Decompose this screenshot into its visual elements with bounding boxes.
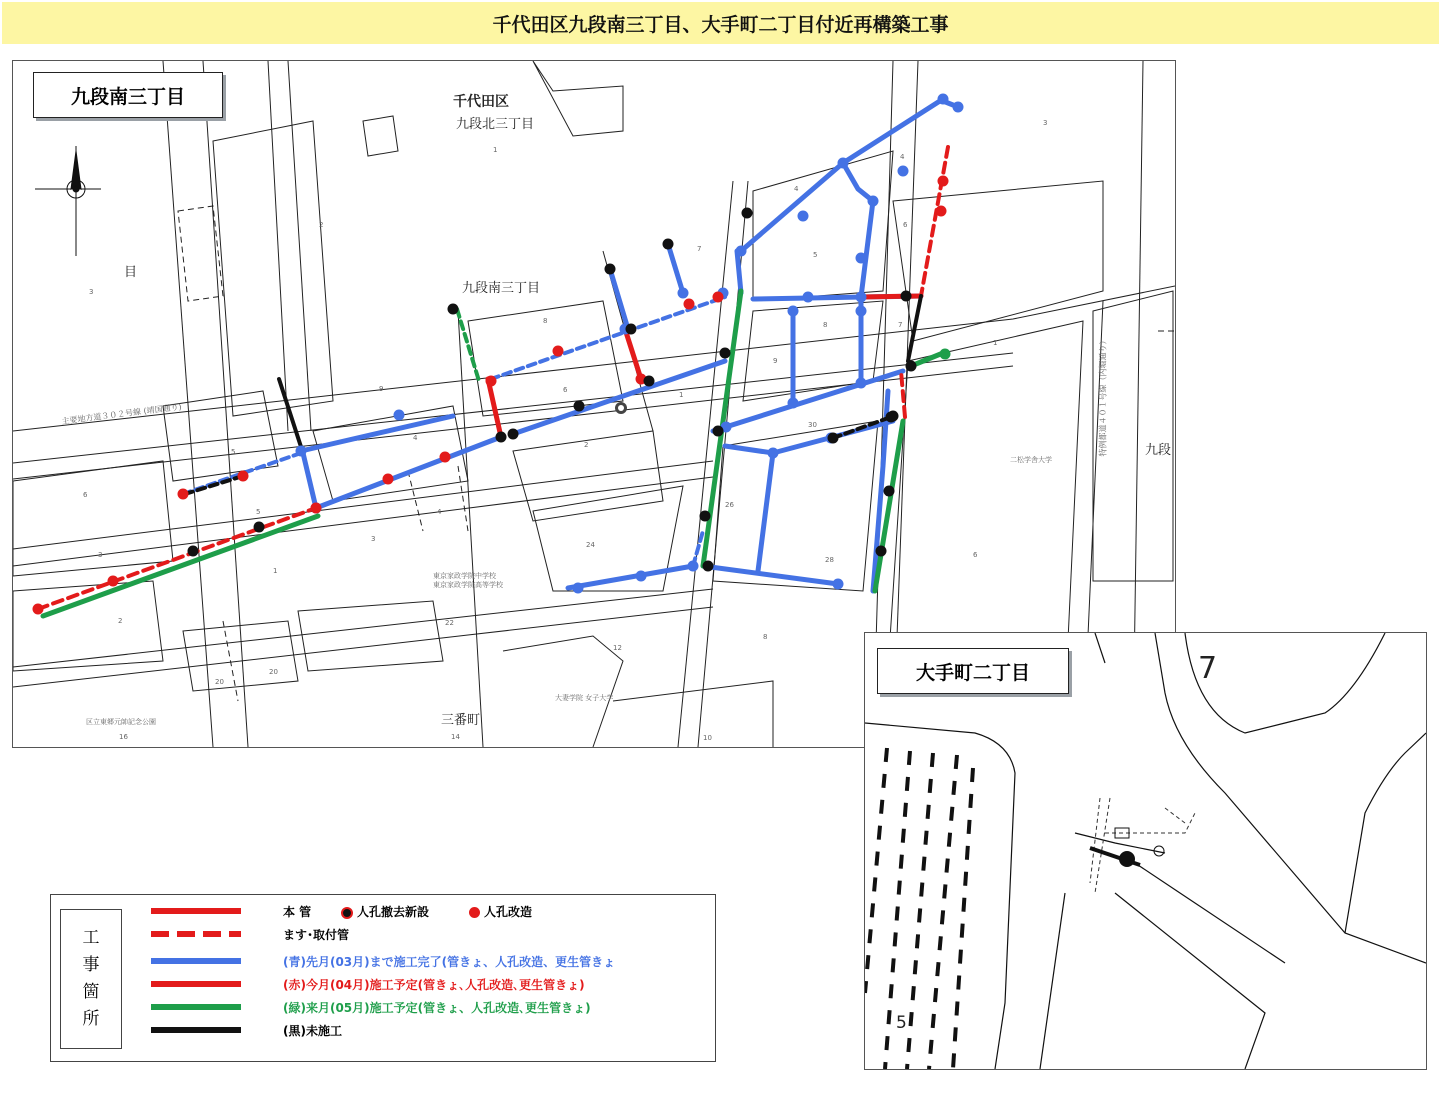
manhole-red-3[interactable] (238, 471, 249, 482)
route401-label: 特例都道４０１号線（内堀通り） (1098, 336, 1108, 457)
block-number: 6 (903, 221, 908, 229)
manhole-black-9[interactable] (188, 546, 199, 557)
legend-row-red (151, 976, 691, 996)
manhole-blue-19[interactable] (573, 583, 584, 594)
block-number: 7 (898, 321, 903, 329)
legend-line-blue (151, 958, 241, 964)
inset-block-number-bottom: 5 (896, 1013, 907, 1033)
manhole-black-5[interactable] (644, 376, 655, 387)
block-number: 6 (973, 551, 978, 559)
manhole-black-12[interactable] (713, 426, 724, 437)
block-number: 4 (413, 434, 418, 442)
manhole-blue-22[interactable] (833, 579, 844, 590)
legend-green-text: (緑)来月(05月)施工予定(管きょ、人孔改造､更生管きょ) (283, 1001, 591, 1015)
block-number: 30 (808, 421, 817, 429)
manhole-blue-12[interactable] (803, 292, 814, 303)
manhole-red-13[interactable] (936, 206, 947, 217)
manhole-black-4[interactable] (626, 324, 637, 335)
blue-pipe-d (513, 361, 725, 434)
red-pipe-a (625, 329, 641, 379)
district-center-label: 九段南三丁目 (462, 281, 541, 296)
manhole-blue-3[interactable] (838, 158, 849, 169)
school1-label: 東京家政学院中学校 (433, 572, 496, 580)
block-number: 4 (794, 185, 799, 193)
route302-label: 主要地方道３０２号線 (靖国通り) (61, 402, 183, 426)
manhole-black-19[interactable] (828, 433, 839, 444)
manhole-blue-14[interactable] (856, 306, 867, 317)
red-lateral-a (921, 147, 948, 296)
blue-pipe-b (316, 437, 501, 508)
manhole-blue-11[interactable] (856, 292, 867, 303)
nishogakusha-label: 二松学舎大学 (1010, 456, 1052, 464)
area-label-otemachi: 大手町二丁目 (877, 648, 1069, 694)
block-number: 8 (763, 633, 768, 641)
legend-black-text: (黒)未施工 (283, 1024, 342, 1038)
manhole-black-18[interactable] (876, 546, 887, 557)
manhole-red-12[interactable] (938, 176, 949, 187)
block-number: 14 (451, 733, 460, 741)
legend-side-label: 工 事 箇 所 (60, 909, 122, 1049)
manhole-blue-17[interactable] (768, 448, 779, 459)
manhole-red-8[interactable] (311, 503, 322, 514)
manhole-black-11[interactable] (720, 348, 731, 359)
block-number: 5 (256, 508, 261, 516)
blue-pipe-a (301, 416, 453, 451)
legend-manhole-replace: 人孔撤去新設 (357, 905, 430, 919)
inset-block-number-top: 7 (1198, 651, 1218, 686)
block-number: 8 (543, 317, 548, 325)
green-pipe-a (43, 516, 318, 616)
block-number: 3 (89, 288, 94, 296)
blue-pipe-r (610, 269, 628, 329)
block-number: 10 (703, 734, 712, 742)
legend-line-solid (151, 908, 241, 914)
manhole-red-5[interactable] (440, 452, 451, 463)
block-number: 1 (679, 391, 684, 399)
block-number: 5 (231, 448, 236, 456)
block-number: 3 (1043, 119, 1048, 127)
manhole-black-6[interactable] (574, 401, 585, 412)
manhole-green-0[interactable] (940, 349, 951, 360)
block-number: 5 (813, 251, 818, 259)
legend-line-red (151, 981, 241, 987)
block-number: 2 (118, 617, 123, 625)
block-number: 4 (900, 153, 905, 161)
manhole-blue-0[interactable] (296, 446, 307, 457)
block-number: 28 (825, 556, 834, 564)
block-number: 6 (83, 491, 88, 499)
block-number: 2 (584, 441, 589, 449)
sanbancho-label: 三番町 (441, 713, 481, 728)
legend-row-green (151, 999, 691, 1019)
manhole-red-1[interactable] (108, 576, 119, 587)
block-number: 1 (993, 339, 998, 347)
manhole-black-21[interactable] (906, 361, 917, 372)
inset-map[interactable] (864, 632, 1427, 1070)
manhole-red-7[interactable] (486, 376, 497, 387)
manhole-black-14[interactable] (703, 561, 714, 572)
legend-lateral-pipe: ます･取付管 (283, 928, 350, 942)
block-number: 1 (493, 146, 498, 154)
block-number: 6 (563, 386, 568, 394)
manhole-black-13[interactable] (700, 511, 711, 522)
manhole-black-1[interactable] (605, 264, 616, 275)
legend-row-lateral (151, 926, 691, 946)
block-number: 3 (371, 535, 376, 543)
manhole-red-2[interactable] (178, 489, 189, 500)
block-number: 20 (269, 668, 278, 676)
manhole-black-17[interactable] (884, 486, 895, 497)
red-pipe-c (861, 296, 921, 297)
manhole-blue-8[interactable] (736, 246, 747, 257)
red-lateral-b (38, 508, 316, 609)
manhole-blue-6[interactable] (953, 102, 964, 113)
manhole-red-4[interactable] (383, 474, 394, 485)
ward-label: 千代田区 (453, 94, 509, 110)
manhole-black-3[interactable] (742, 208, 753, 219)
manhole-blue-21[interactable] (688, 561, 699, 572)
manhole-blue-13[interactable] (788, 306, 799, 317)
block-number: 2 (319, 221, 324, 229)
park-label: 区立東郷元帥記念公園 (86, 718, 156, 726)
area-label-kudanminami: 九段南三丁目 (33, 72, 223, 118)
chome-fragment-label: 目 (124, 265, 138, 280)
legend-manhole-improve: 人孔改造 (484, 905, 533, 919)
north-arrow-icon (35, 146, 101, 256)
manhole-black-20[interactable] (886, 412, 897, 423)
blue-pipe-q (668, 244, 683, 293)
legend-row-main-pipe (151, 903, 691, 923)
block-number: 24 (586, 541, 595, 549)
block-number: 12 (613, 644, 622, 652)
block-number: 22 (445, 619, 454, 627)
block-number: 9 (379, 385, 384, 393)
manhole-improve-icon (469, 907, 480, 918)
manhole-blue-5[interactable] (938, 94, 949, 105)
manhole-red-10[interactable] (684, 299, 695, 310)
blue-pipe-c (303, 453, 316, 508)
black-pipe-a (279, 379, 303, 453)
legend (50, 894, 716, 1062)
manhole-blue-9[interactable] (868, 196, 879, 207)
manhole-black-10[interactable] (254, 522, 265, 533)
manhole-blue-4[interactable] (898, 166, 909, 177)
block-number: 4 (437, 508, 442, 516)
legend-blue-text: (青)先月(03月)まで施工完了(管きょ、人孔改造、更生管きょ (283, 955, 616, 969)
manhole-red-6[interactable] (553, 346, 564, 357)
block-number: 9 (773, 357, 778, 365)
block-number: 20 (215, 678, 224, 686)
manhole-blue-10[interactable] (856, 253, 867, 264)
manhole-red-0[interactable] (33, 604, 44, 615)
manhole-replace-icon (341, 907, 353, 919)
block-number: 16 (119, 733, 128, 741)
page-title: 千代田区九段南三丁目、大手町二丁目付近再構築工事 (2, 2, 1439, 44)
legend-row-blue (151, 953, 691, 973)
otsuma-label: 大妻学院 女子大学 (555, 694, 614, 702)
block-number: 3 (98, 551, 103, 559)
school2-label: 東京家政学院高等学校 (433, 581, 503, 589)
manhole-black-7[interactable] (496, 432, 507, 443)
block-number: 26 (725, 501, 734, 509)
legend-line-black (151, 1027, 241, 1033)
blue-pipe-i (843, 163, 873, 383)
manhole-red-11[interactable] (713, 292, 724, 303)
block-number: 8 (823, 321, 828, 329)
kudan-right-label: 九段 (1145, 443, 1172, 458)
legend-line-green (151, 1004, 241, 1010)
manhole-blue-16[interactable] (788, 398, 799, 409)
manhole-black-15[interactable] (901, 291, 912, 302)
legend-red-text: (赤)今月(04月)施工予定(管きょ､人孔改造､更生管きょ) (283, 978, 585, 992)
inset-base (865, 633, 1426, 1069)
manhole-black-2[interactable] (663, 239, 674, 250)
blue-pipe-e (737, 251, 741, 293)
manhole-blue-7[interactable] (798, 211, 809, 222)
manhole-blue-15[interactable] (856, 378, 867, 389)
block-number: 7 (697, 245, 702, 253)
black-pipe-b (908, 296, 921, 361)
legend-line-dashed (151, 931, 241, 937)
manhole-blue-20[interactable] (636, 571, 647, 582)
legend-row-black (151, 1022, 691, 1042)
blue-pipe-m (758, 453, 773, 571)
district-north-label: 九段北三丁目 (456, 117, 535, 132)
blue-pipe-f (741, 163, 843, 251)
block-number: 1 (273, 567, 278, 575)
red-pipe-b (488, 379, 501, 437)
manhole-blue-1[interactable] (394, 410, 405, 421)
blue-pipe-n (568, 566, 693, 588)
legend-main-pipe: 本 管 (283, 905, 312, 919)
manhole-blue-25[interactable] (678, 288, 689, 299)
manhole-black-8[interactable] (508, 429, 519, 440)
manhole-black-0[interactable] (448, 304, 459, 315)
